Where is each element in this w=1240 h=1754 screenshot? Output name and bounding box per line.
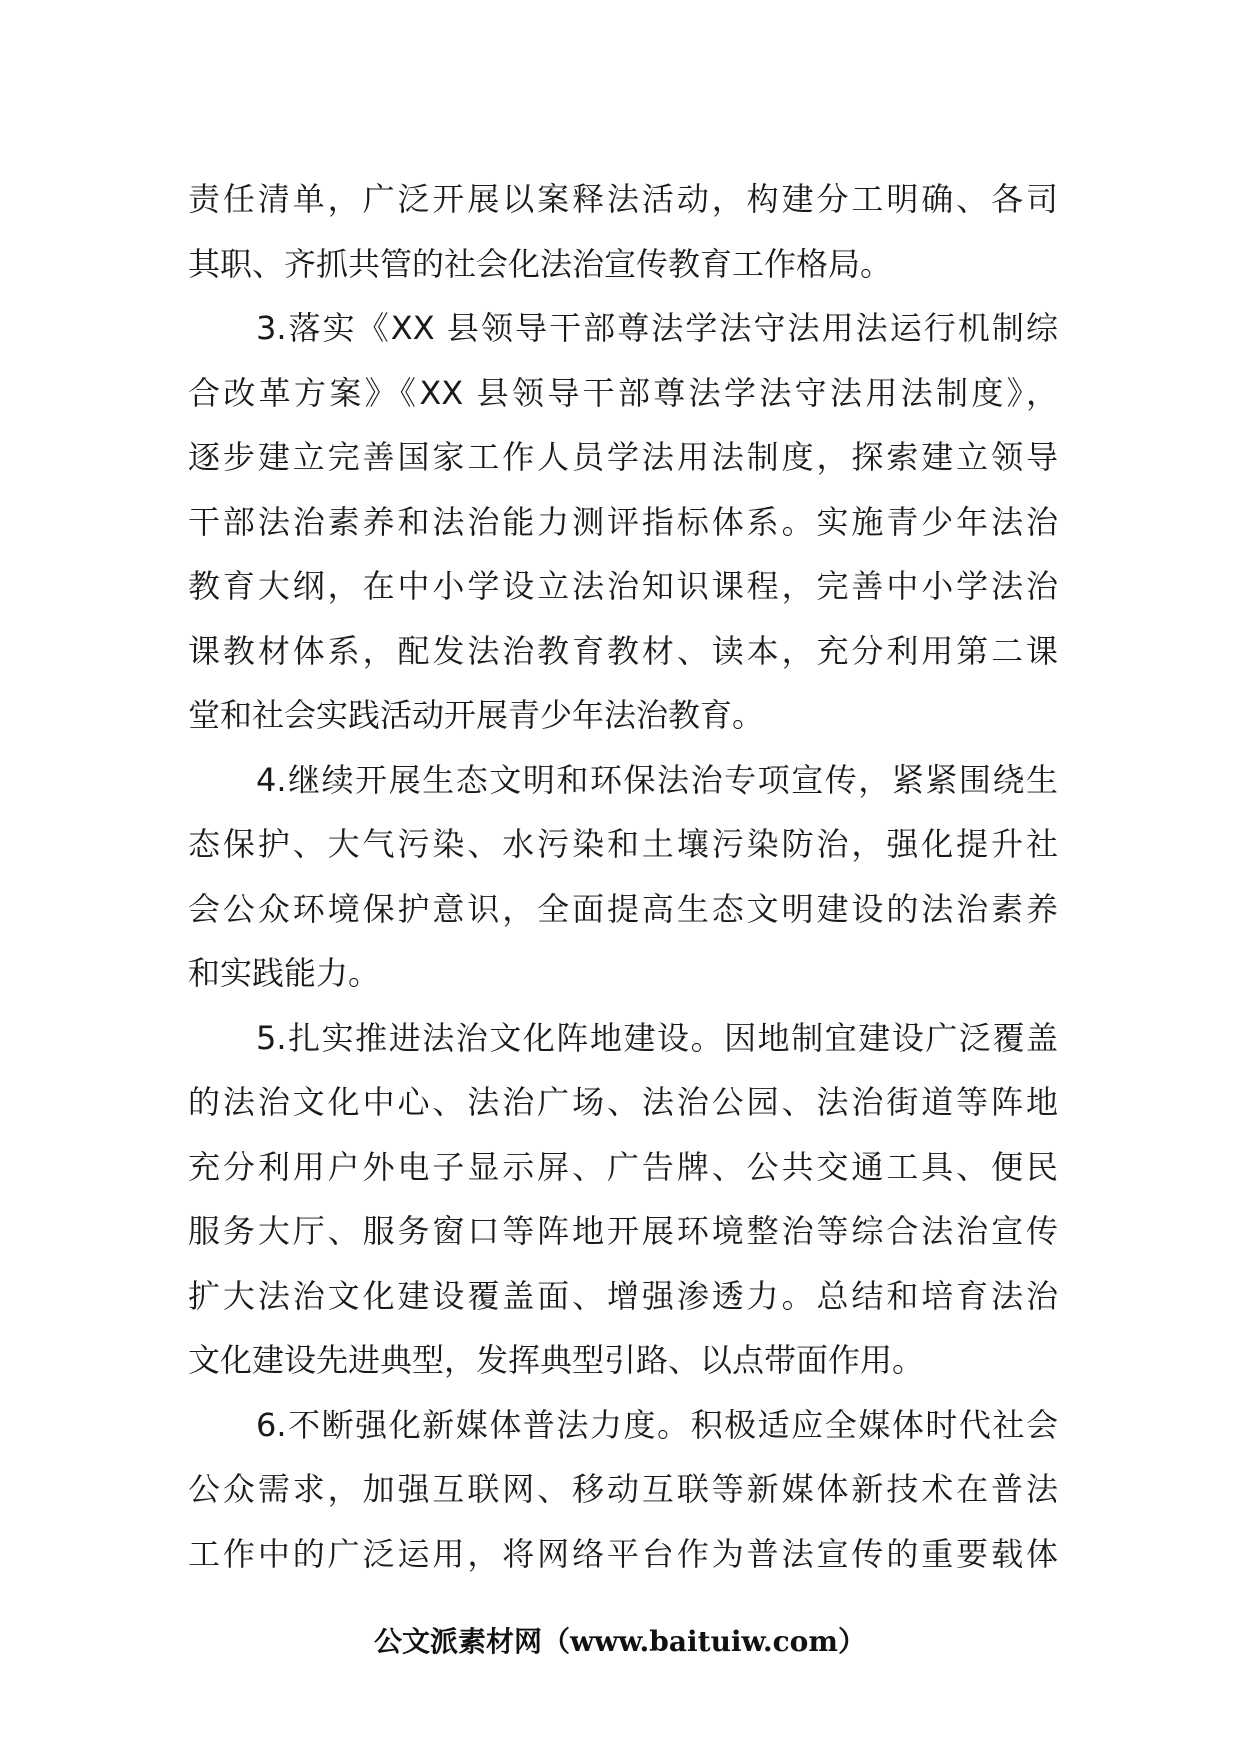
text-line: 课教材体系，配发法治教育教材、读本，充分利用第二课 bbox=[188, 631, 1058, 670]
text-line: 逐步建立完善国家工作人员学法用法制度，探索建立领导 bbox=[188, 438, 1058, 476]
text-line: 堂和社会实践活动开展青少年法治教育。 bbox=[188, 696, 765, 734]
text-line: 和实践能力。 bbox=[188, 954, 381, 992]
text-line: 合改革方案》《XX 县领导干部尊法学法守法用法制度》， bbox=[188, 373, 1058, 412]
footer-watermark: 公文派素材网（www.baituiw.com） bbox=[374, 1625, 866, 1658]
text-line: 文化建设先进典型，发挥典型引路、以点带面作用。 bbox=[188, 1341, 925, 1379]
paragraph-start-3: 3.落实《XX 县领导干部尊法学法守法用法运行机制综 bbox=[256, 309, 1058, 347]
text-line: 态保护、大气污染、水污染和土壤污染防治，强化提升社 bbox=[188, 825, 1058, 863]
text-line: 的法治文化中心、法治广场、法治公园、法治街道等阵地 bbox=[188, 1083, 1058, 1121]
text-line: 服务大厅、服务窗口等阵地开展环境整治等综合法治宣传 bbox=[188, 1212, 1058, 1250]
paragraph-start-5: 5.扎实推进法治文化阵地建设。因地制宜建设广泛覆盖 bbox=[256, 1018, 1058, 1057]
text-line: 充分利用户外电子显示屏、广告牌、公共交通工具、便民 bbox=[188, 1147, 1058, 1186]
text-line: 工作中的广泛运用，将网络平台作为普法宣传的重要载体 bbox=[188, 1534, 1058, 1573]
text-line: 会公众环境保护意识，全面提高生态文明建设的法治素养 bbox=[188, 889, 1058, 928]
text-line: 其职、齐抓共管的社会化法治宣传教育工作格局。 bbox=[188, 244, 893, 283]
text-line: 公众需求，加强互联网、移动互联等新媒体新技术在普法 bbox=[188, 1470, 1058, 1508]
text-line: 干部法治素养和法治能力测评指标体系。实施青少年法治 bbox=[188, 502, 1058, 541]
text-line: 责任清单，广泛开展以案释法活动，构建分工明确、各司 bbox=[188, 180, 1058, 218]
paragraph-start-6: 6.不断强化新媒体普法力度。积极适应全媒体时代社会 bbox=[256, 1405, 1058, 1444]
document-body bbox=[188, 167, 1058, 1586]
text-line: 教育大纲，在中小学设立法治知识课程，完善中小学法治 bbox=[188, 567, 1058, 605]
text-line: 扩大法治文化建设覆盖面、增强渗透力。总结和培育法治 bbox=[188, 1276, 1058, 1315]
paragraph-start-4: 4.继续开展生态文明和环保法治专项宣传，紧紧围绕生 bbox=[256, 760, 1058, 799]
